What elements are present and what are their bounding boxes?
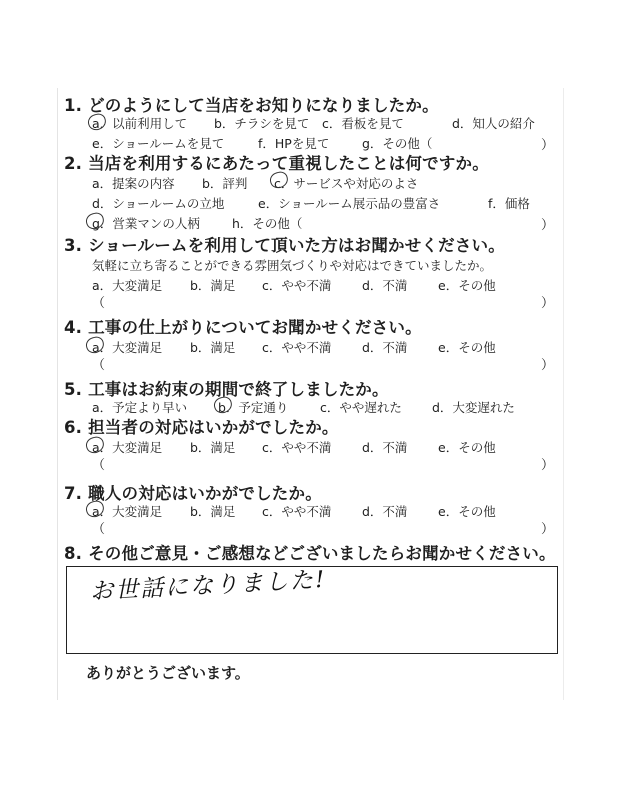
q2-option-e[interactable]: e．ショールーム展示品の豊富さ	[258, 196, 441, 211]
q3-open-paren: （	[92, 296, 106, 311]
q2-option-a[interactable]: a．提案の内容	[92, 176, 175, 191]
q3-option-b[interactable]: b．満足	[190, 278, 236, 293]
q6-option-b[interactable]: b．満足	[190, 440, 236, 455]
q3-option-d[interactable]: d．不満	[362, 278, 408, 293]
q4-option-a[interactable]: a．大変満足	[92, 340, 163, 355]
q2-option-b[interactable]: b．評判	[202, 176, 248, 191]
q4-option-d[interactable]: d．不満	[362, 340, 408, 355]
question-4-title: 4. 工事の仕上がりについてお聞かせください。	[64, 318, 422, 337]
question-3-title: 3. ショールームを利用して頂いた方はお聞かせください。	[64, 236, 505, 255]
q5-option-a[interactable]: a．予定より早い	[92, 400, 188, 415]
q3-option-c[interactable]: c．やや不満	[262, 278, 332, 293]
q6-option-a[interactable]: a．大変満足	[92, 440, 163, 455]
question-8-title: 8. その他ご意見・ご感想などございましたらお聞かせください。	[64, 544, 556, 563]
q6-option-c[interactable]: c．やや不満	[262, 440, 332, 455]
q2-option-f[interactable]: f．価格	[488, 196, 530, 211]
q1-option-b[interactable]: b．チラシを見て	[214, 116, 310, 131]
q1-option-e[interactable]: e．ショールームを見て	[92, 136, 225, 151]
q7-open-paren: （	[92, 522, 106, 537]
q6-close-paren: ）	[541, 458, 555, 473]
q4-option-c[interactable]: c．やや不満	[262, 340, 332, 355]
question-2-title: 2. 当店を利用するにあたって重視したことは何ですか。	[64, 154, 489, 173]
q2-option-d[interactable]: d．ショールームの立地	[92, 196, 225, 211]
q3-option-e[interactable]: e．その他	[438, 278, 496, 293]
paper-edge-left	[57, 88, 58, 700]
q7-option-b[interactable]: b．満足	[190, 504, 236, 519]
q1-option-d[interactable]: d．知人の紹介	[452, 116, 535, 131]
q2-option-g[interactable]: g．営業マンの人柄	[92, 216, 200, 231]
q7-option-c[interactable]: c．やや不満	[262, 504, 332, 519]
q7-option-d[interactable]: d．不満	[362, 504, 408, 519]
q6-option-d[interactable]: d．不満	[362, 440, 408, 455]
q4-open-paren: （	[92, 358, 106, 373]
paper-edge-right	[563, 88, 564, 700]
q6-option-e[interactable]: e．その他	[438, 440, 496, 455]
q3-close-paren: ）	[541, 296, 555, 311]
q1-option-a[interactable]: a．以前利用して	[92, 116, 188, 131]
q7-close-paren: ）	[541, 522, 555, 537]
q5-option-b[interactable]: b．予定通り	[218, 400, 289, 415]
q1-option-c[interactable]: c．看板を見て	[322, 116, 404, 131]
q2-option-c[interactable]: c．サービスや対応のよさ	[274, 176, 419, 191]
question-5-title: 5. 工事はお約束の期間で終了しましたか。	[64, 380, 389, 399]
question-6-title: 6. 担当者の対応はいかがでしたか。	[64, 418, 339, 437]
q2-close-paren: ）	[541, 218, 555, 233]
q4-close-paren: ）	[541, 358, 555, 373]
q6-open-paren: （	[92, 458, 106, 473]
handwritten-comment: お世話になりました!	[89, 566, 327, 606]
q3-option-a[interactable]: a．大変満足	[92, 278, 163, 293]
q4-option-b[interactable]: b．満足	[190, 340, 236, 355]
closing-message: ありがとうございます。	[86, 664, 250, 682]
question-3-subtitle: 気軽に立ち寄ることができる雰囲気づくりや対応はできていましたか。	[92, 258, 493, 273]
q2-option-h[interactable]: h．その他（	[232, 216, 303, 231]
q1-close-paren: ）	[541, 138, 555, 153]
q5-option-d[interactable]: d．大変遅れた	[432, 400, 515, 415]
q5-option-c[interactable]: c．やや遅れた	[320, 400, 402, 415]
q7-option-e[interactable]: e．その他	[438, 504, 496, 519]
question-1-title: 1. どのようにして当店をお知りになりましたか。	[64, 96, 439, 115]
question-7-title: 7. 職人の対応はいかがでしたか。	[64, 484, 322, 503]
q4-option-e[interactable]: e．その他	[438, 340, 496, 355]
q1-option-f[interactable]: f．HPを見て	[258, 136, 330, 151]
q7-option-a[interactable]: a．大変満足	[92, 504, 163, 519]
q1-option-g[interactable]: g．その他（	[362, 136, 433, 151]
